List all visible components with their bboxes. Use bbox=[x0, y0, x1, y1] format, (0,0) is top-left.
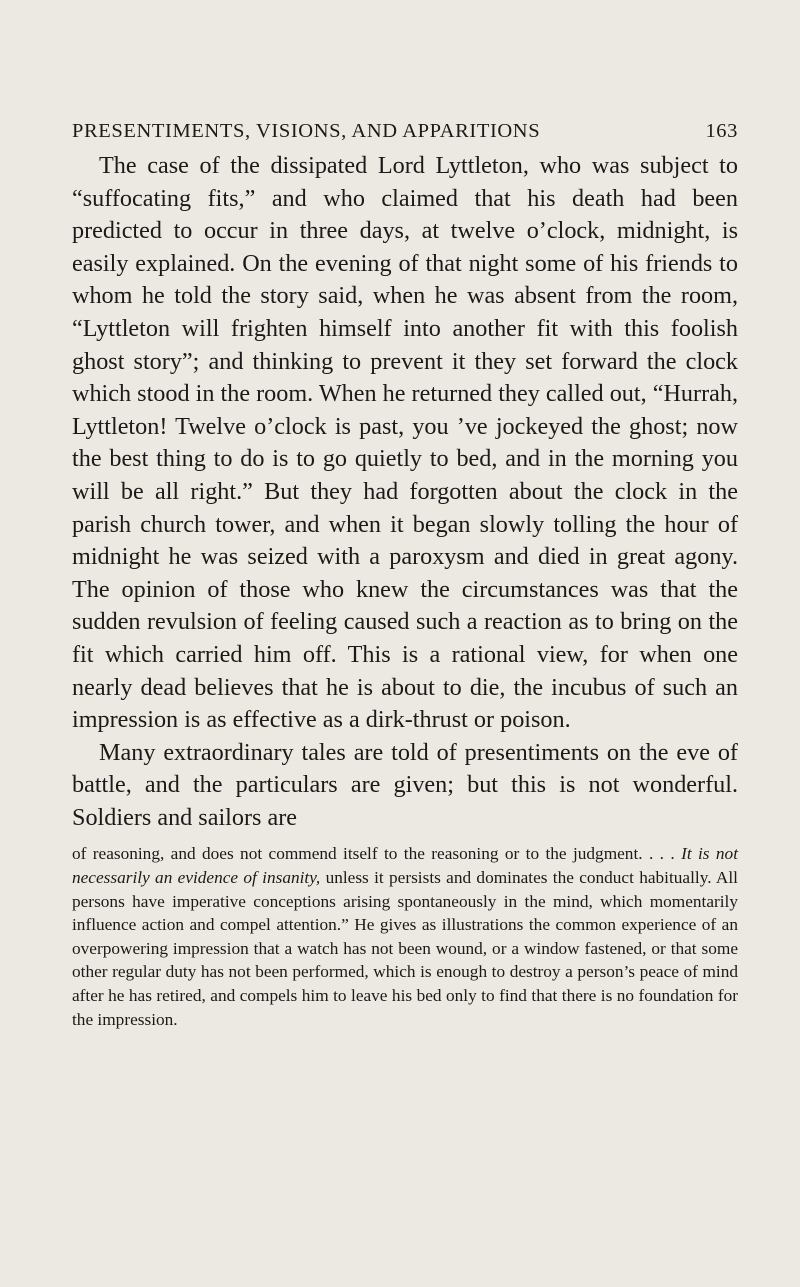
footnote-paragraph bbox=[72, 842, 738, 1031]
running-head bbox=[72, 118, 738, 144]
paragraph-presentiments: Many extraordinary tales are told of presentiments on the eve of battle, and the particulars are given; but this is not wonderful. Soldiers and sailors are bbox=[72, 738, 738, 831]
running-title: PRESENTIMENTS, VISIONS, AND APPARITIONS bbox=[72, 120, 541, 142]
main-text bbox=[72, 150, 738, 834]
footnote-text-end: unless it persists and dominates the conduct habitually. All persons have imperative conceptions arising spontaneously in the mind, which momentarily influence action and compel attention.” He gives as illustrations the common experience of an overpowering impression that a watch has not been wound, or a window fastened, or that some other regular duty has not been performed, which is enough to destroy a person’s peace of mind after he has retired, and compels him to leave his bed only to find that there is no foundation for the impression. bbox=[72, 868, 738, 1029]
paragraph-lyttleton: The case of the dissipated Lord Lyttleton, who was subject to “suffocating fits,” and who claimed that his death had been predicted to occur in three days, at twelve o’clock, midnight, is easily explained. On the evening of that night some of his friends to whom he told the story said, when he was absent from the room, “Lyttleton will frighten himself into another fit with this foolish ghost story”; and thinking to prevent it they set forward the clock which stood in the room. When he returned they called out, “Hurrah, Lyttleton! Twelve o’clock is past, you ’ve jockeyed the ghost; now the best thing to do is to go quietly to bed, and in the morning you will be all right.” But they had forgotten about the clock in the parish church tower, and when it began slowly tolling the hour of midnight he was seized with a paroxysm and died in great agony. The opinion of those who knew the circumstances was that the sudden revulsion of feeling caused such a reaction as to bring on the fit which carried him off. This is a rational view, for when one nearly dead believes that he is about to die, the incubus of such an impression is as effective as a dirk-thrust or poison. bbox=[72, 152, 738, 734]
footnote-text-start: of reasoning, and does not commend itself to the reasoning or to the judgment. . . . bbox=[72, 844, 682, 864]
book-page bbox=[72, 118, 738, 1031]
footnote bbox=[72, 842, 738, 1031]
page-number: 163 bbox=[705, 120, 738, 142]
footnote-italic-text: It is not necessarily an evidence of insanity, bbox=[72, 844, 738, 888]
